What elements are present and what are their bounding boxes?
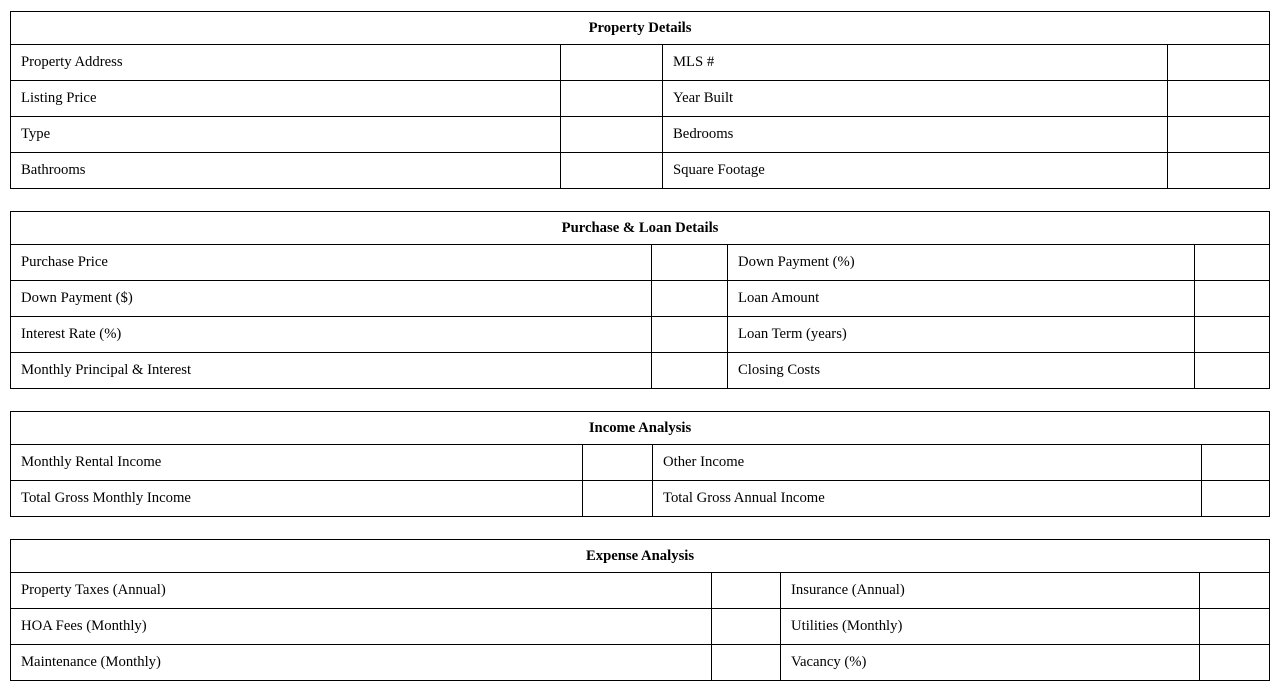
- section-title-income-analysis: Income Analysis: [11, 412, 1270, 445]
- label-monthly-principal-interest: Monthly Principal & Interest: [11, 353, 652, 389]
- property-details-table: [10, 11, 1270, 189]
- section-title-expense-analysis: Expense Analysis: [11, 540, 1270, 573]
- value-maintenance[interactable]: [712, 645, 781, 681]
- value-hoa-fees[interactable]: [712, 609, 781, 645]
- value-closing-costs[interactable]: [1195, 353, 1270, 389]
- value-bathrooms[interactable]: [561, 153, 663, 189]
- purchase-loan-details-table: [10, 211, 1270, 389]
- label-bedrooms: Bedrooms: [663, 117, 1168, 153]
- label-utilities: Utilities (Monthly): [781, 609, 1200, 645]
- label-property-address: Property Address: [11, 45, 561, 81]
- expense-analysis-table: [10, 539, 1270, 681]
- value-total-gross-annual-income[interactable]: [1202, 481, 1270, 517]
- value-year-built[interactable]: [1168, 81, 1270, 117]
- label-down-payment-dollars: Down Payment ($): [11, 281, 652, 317]
- value-mls-number[interactable]: [1168, 45, 1270, 81]
- label-purchase-price: Purchase Price: [11, 245, 652, 281]
- value-property-taxes[interactable]: [712, 573, 781, 609]
- label-type: Type: [11, 117, 561, 153]
- label-mls-number: MLS #: [663, 45, 1168, 81]
- value-utilities[interactable]: [1200, 609, 1270, 645]
- value-loan-term[interactable]: [1195, 317, 1270, 353]
- value-vacancy[interactable]: [1200, 645, 1270, 681]
- value-bedrooms[interactable]: [1168, 117, 1270, 153]
- section-title-property-details: Property Details: [11, 12, 1270, 45]
- value-insurance[interactable]: [1200, 573, 1270, 609]
- label-listing-price: Listing Price: [11, 81, 561, 117]
- label-loan-term: Loan Term (years): [728, 317, 1195, 353]
- income-analysis-table: [10, 411, 1270, 517]
- value-property-address[interactable]: [561, 45, 663, 81]
- value-listing-price[interactable]: [561, 81, 663, 117]
- value-down-payment-dollars[interactable]: [652, 281, 728, 317]
- section-title-purchase-loan-details: Purchase & Loan Details: [11, 212, 1270, 245]
- label-loan-amount: Loan Amount: [728, 281, 1195, 317]
- value-other-income[interactable]: [1202, 445, 1270, 481]
- label-property-taxes: Property Taxes (Annual): [11, 573, 712, 609]
- label-total-gross-monthly-income: Total Gross Monthly Income: [11, 481, 583, 517]
- value-monthly-rental-income[interactable]: [583, 445, 653, 481]
- label-monthly-rental-income: Monthly Rental Income: [11, 445, 583, 481]
- label-square-footage: Square Footage: [663, 153, 1168, 189]
- label-year-built: Year Built: [663, 81, 1168, 117]
- value-purchase-price[interactable]: [652, 245, 728, 281]
- label-down-payment-percent: Down Payment (%): [728, 245, 1195, 281]
- value-square-footage[interactable]: [1168, 153, 1270, 189]
- value-down-payment-percent[interactable]: [1195, 245, 1270, 281]
- value-loan-amount[interactable]: [1195, 281, 1270, 317]
- label-bathrooms: Bathrooms: [11, 153, 561, 189]
- value-total-gross-monthly-income[interactable]: [583, 481, 653, 517]
- value-monthly-principal-interest[interactable]: [652, 353, 728, 389]
- label-hoa-fees: HOA Fees (Monthly): [11, 609, 712, 645]
- value-interest-rate[interactable]: [652, 317, 728, 353]
- label-maintenance: Maintenance (Monthly): [11, 645, 712, 681]
- label-insurance: Insurance (Annual): [781, 573, 1200, 609]
- value-type[interactable]: [561, 117, 663, 153]
- label-vacancy: Vacancy (%): [781, 645, 1200, 681]
- label-closing-costs: Closing Costs: [728, 353, 1195, 389]
- label-interest-rate: Interest Rate (%): [11, 317, 652, 353]
- label-other-income: Other Income: [653, 445, 1202, 481]
- label-total-gross-annual-income: Total Gross Annual Income: [653, 481, 1202, 517]
